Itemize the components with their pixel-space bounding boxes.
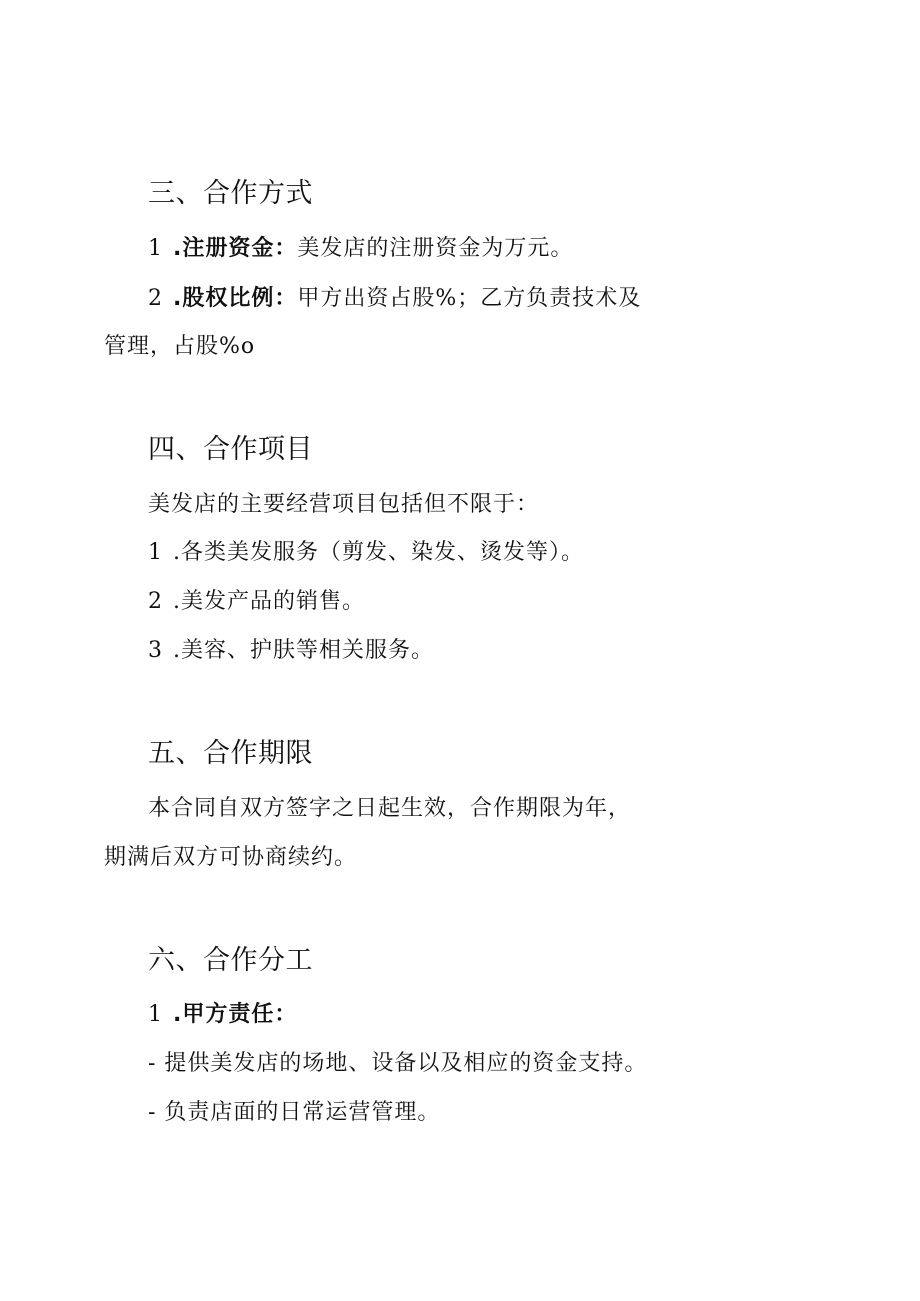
item-label: .甲方责任： [173,1002,298,1027]
paragraph-continuation: 期满后双方可协商续约。 [104,845,358,870]
section-heading-cooperation-term: 五、合作期限 [148,738,313,769]
section-intro: 美发店的主要经营项目包括但不限于： [148,492,540,517]
section-paragraph: 本合同自双方签字之日起生效，合作期限为年， [148,796,632,821]
item-text: 甲方出资占股%；乙方负责技术及 [297,286,642,311]
item-number: 3 [148,638,163,663]
item-continuation: 管理，占股%o [104,334,256,359]
section-heading-cooperation-projects: 四、合作项目 [148,434,313,465]
item-text: .美容、护肤等相关服务。 [173,638,434,663]
list-item [148,587,365,617]
bullet-item: - 提供美发店的场地、设备以及相应的资金支持。 [148,1051,648,1076]
item-number: 1 [148,1002,163,1027]
item-number: 1 [148,540,163,565]
item-number: 2 [148,589,163,614]
list-item [148,636,434,666]
item-text: .各类美发服务（剪发、染发、烫发等）。 [173,540,584,565]
item-number: 1 [148,236,163,261]
section-heading-cooperation-method: 三、合作方式 [148,178,313,209]
item-label: .注册资金： [173,236,298,261]
item-label: .股权比例： [173,286,298,311]
list-item [148,538,584,568]
section-heading-division-of-work: 六、合作分工 [148,945,313,976]
list-item [148,234,573,264]
list-item [148,284,641,314]
list-item [148,1000,297,1030]
item-number: 2 [148,286,163,311]
bullet-item: - 负责店面的日常运营管理。 [148,1100,441,1125]
item-text: .美发产品的销售。 [173,589,365,614]
item-text: 美发店的注册资金为万元。 [297,236,574,261]
